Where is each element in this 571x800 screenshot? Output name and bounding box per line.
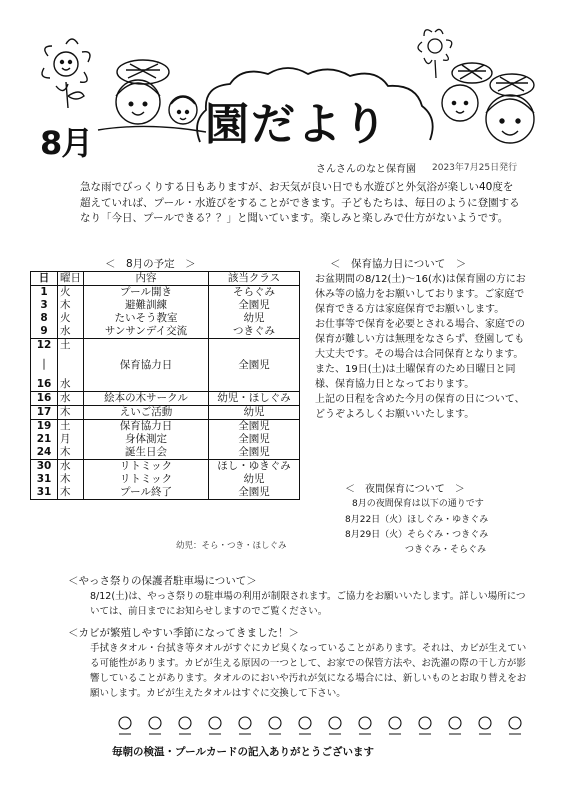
mold-text: 手拭きタオル・台拭き等タオルがすぐにカビ臭くなっていることがあります。それは、カビが生えている可能性があります。カビが生える原因の一つとして、お家での保管方法や、お洗濯の際の干し方が影響していることがあります。タオルのにおいや汚れが気になる場合には、新しいものとお取り替えをお願いします。カビが生えたタオルはすぐに交換して下さい。 <box>90 643 527 699</box>
col-weekday: 曜日 <box>58 272 84 286</box>
schedule-table <box>30 271 300 500</box>
table-row: 16 水 絵本の木サークル 幼児・ほしぐみ <box>31 392 300 406</box>
coop-body <box>315 272 530 422</box>
mold-heading: ＜カビが繁殖しやすい季節になってきました！＞ <box>68 627 299 639</box>
table-note: 幼児：そら・つき・ほしぐみ <box>176 541 287 551</box>
holiday-intro: 8月の夜間保育は以下の通りです <box>352 499 484 509</box>
holiday-line: つきぐみ・そらぐみ <box>405 545 487 555</box>
table-row: 31 木 プール終了 全園児 <box>31 486 300 500</box>
holiday-line: 8月22日（火）ほしぐみ・ゆきぐみ <box>345 515 489 525</box>
kids-right-illustration <box>430 55 548 155</box>
table-row: 9 水 サンサンデイ交流 つきぐみ <box>31 325 300 339</box>
table-row: 12 土 <box>31 339 300 353</box>
parking-text: 8/12(土)は、やっさ祭りの駐車場の利用が制限されます。ご協力をお願いいたします。詳しい場所については、前日までにお知らせしますのでご覧ください。 <box>90 591 526 617</box>
coop-paragraph: 上記の日程を含めた今月の保育の日について、どうぞよろしくお願いいたします。 <box>315 394 525 420</box>
coop-paragraph: お仕事等で保育を必要とされる場合、家庭での保育が難しい方は無理をなさらず、登園しても大丈夫です。その場合は合同保育となります。 <box>315 319 525 360</box>
col-class: 該当クラス <box>209 272 300 286</box>
footer-thanks: 毎朝の検温・プールカードの記入ありがとうございます <box>112 746 374 758</box>
table-row: 19 土 保育協力日 全園児 <box>31 420 300 434</box>
schedule-heading: ＜ 8月の予定 ＞ <box>105 258 196 270</box>
table-row: 16 水 <box>31 378 300 392</box>
col-day: 日 <box>31 272 58 286</box>
table-row: ｜ 保育協力日 全園児 <box>31 352 300 378</box>
table-row: 30 水 リトミック ほし・ゆきぐみ <box>31 460 300 474</box>
holiday-line: 8月29日（火）そらぐみ・つきぐみ <box>345 530 489 540</box>
schedule-header-row <box>31 272 300 286</box>
table-row: 1 火 プール開き そらぐみ <box>31 286 300 300</box>
coop-paragraph: また、19日(土)は土曜保育のため日曜日と同様、保育協力日となっております。 <box>315 364 516 390</box>
holiday-heading: ＜ 夜間保育について ＞ <box>345 484 465 495</box>
col-event: 内容 <box>84 272 209 286</box>
table-row: 17 木 えいご活動 幼児 <box>31 406 300 420</box>
intro-paragraph: 急な雨でびっくりする日もありますが、お天気が良い日でも水遊びと外気浴が楽しい40度を超えていれば、プール・水遊びをすることができます。子どもたちは、毎日のように登園するなり「今日、プールできる？？」と聞いています。楽しみと楽しみで仕方がないようです。 <box>80 181 520 224</box>
coop-paragraph: お盆期間の8/12(土)～16(水)は保育園の方にお休み等の協力をお願いしております。ご家庭で保育できる方は家庭保育でお願いします。 <box>315 274 526 315</box>
table-row: 8 火 たいそう教室 幼児 <box>31 312 300 325</box>
issuer-name: さんさんのなと保育園 <box>316 164 416 175</box>
issue-date: 2023年7月25日発行 <box>432 163 518 173</box>
table-row: 31 木 リトミック 幼児 <box>31 473 300 486</box>
month-label: 8月 <box>40 124 93 162</box>
table-row: 24 木 誕生日会 全園児 <box>31 446 300 460</box>
kids-row-decoration <box>115 712 535 738</box>
coop-heading: ＜ 保育協力日について ＞ <box>330 258 467 270</box>
table-row: 21 月 身体測定 全園児 <box>31 433 300 446</box>
table-row: 3 木 避難訓練 全園児 <box>31 299 300 312</box>
newsletter-title: 園だより <box>205 99 389 150</box>
parking-heading: ＜やっさ祭りの保護者駐車場について＞ <box>68 575 257 587</box>
